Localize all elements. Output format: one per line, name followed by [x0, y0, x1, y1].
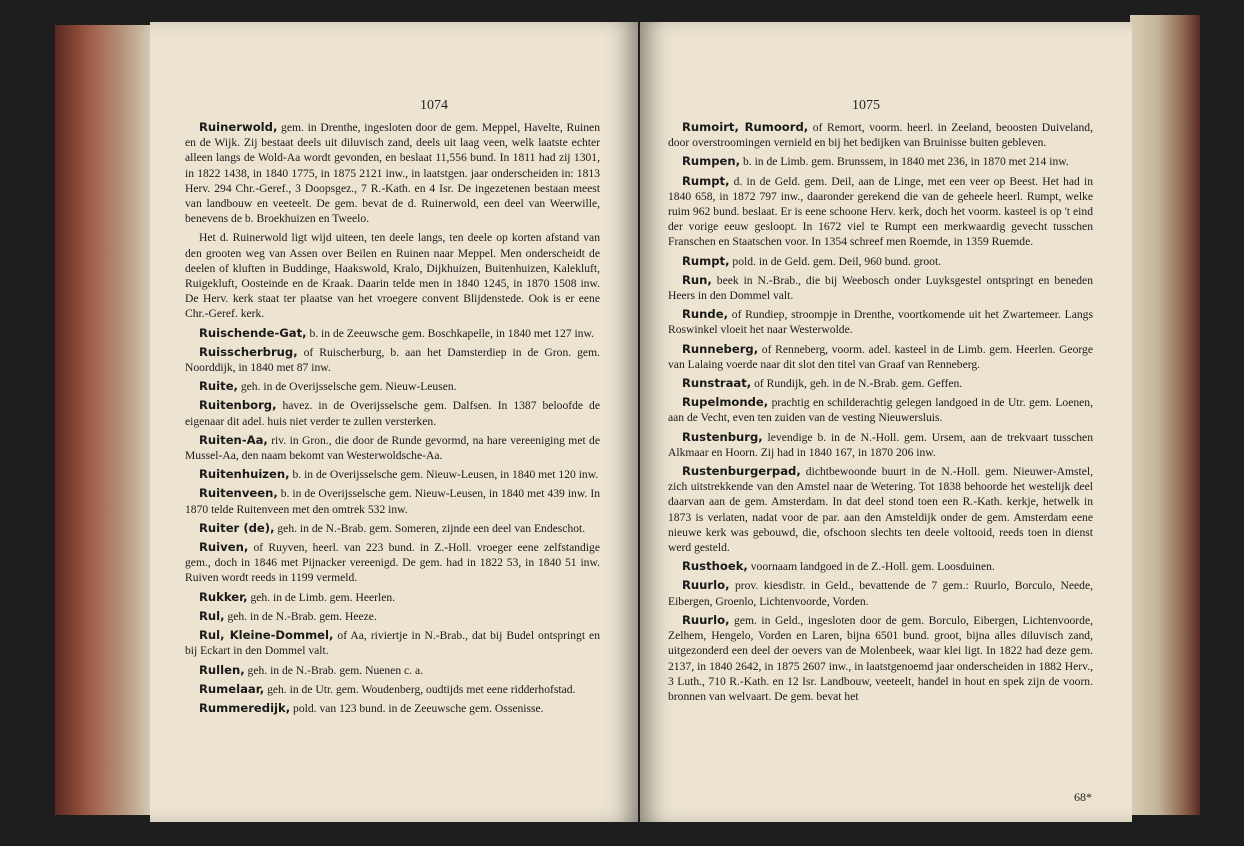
entry-text: of Rundiep, stroompje in Drenthe, voortkomende uit het Zwartemeer. Langs Roswinkel vloeit het naar Westerwolde. — [668, 308, 1093, 337]
entry-text: gem. in Geld., ingesloten door de gem. Borculo, Eibergen, Lichtenvoorde, Zelhem, Hengelo, Vorden en Laren, bijna 6501 bund. groot, bijna alles diluvisch zand, uitgezonderd een deel der oevers van de Molenbeek, waar klei ligt. In 1822 had deze gem. 2137, in 1840 2642, in 1875 2607 inw., in laatstgenoemd jaar onderscheiden in 1882 Herv., 3 Luth., 710 R.-Kath. en 12 Isr. Landbouw, veeteelt, handel in hout en spek zijn de voorn. bronnen van welvaart. De gem. bevat het — [668, 613, 1093, 703]
entry-text: of Ruyven, heerl. van 223 bund. in Z.-Holl. vroeger eene zelfstandige gem., doch in 1846 met Pijnacker vereenigd. De gem. had in 1822 53, in 1840 51 inw. Ruiven wordt reeds in 1199 vermeld. — [185, 541, 600, 585]
entry-text: dichtbewoonde buurt in de N.-Holl. gem. Nieuwer-Amstel, zich uitstrekkende van den Amstel naar de Wetering. Tot 1838 behoorde het westelijk deel daarvan aan de gem. Amsterdam. In dat deel stond toen een R.-Kath. kerkje, hetwelk in 1873 is verlaten, nadat voor de par. aan den Amsteldijk onder de gem. Amsterdam eene nieuwe kerk was gebouwd, die, ofschoon slechts ten deele voltooid, reeds toen in dienst werd gesteld. — [668, 465, 1093, 555]
entry-headword: Rullen, — [199, 662, 245, 677]
dictionary-entry — [185, 379, 600, 394]
book-edge-left — [55, 25, 150, 815]
entry-headword: Ruurlo, — [682, 612, 730, 627]
entry-text: of Renneberg, voorm. adel. kasteel in de Limb. gem. Heerlen. George van Lalaing voerde naar dit slot den titel van Graaf van Renneberg. — [668, 342, 1093, 371]
right-page — [640, 22, 1132, 822]
dictionary-entry — [668, 342, 1093, 372]
dictionary-entry — [668, 120, 1093, 150]
entry-headword: Ruite, — [199, 379, 238, 394]
book-edge-right — [1130, 15, 1200, 815]
entry-headword: Rumpen, — [682, 154, 741, 169]
left-page-text — [185, 120, 600, 720]
entry-headword: Run, — [682, 272, 712, 287]
entry-headword: Ruitenveen, — [199, 486, 278, 501]
entry-text: pold. in de Geld. gem. Deil, 960 bund. groot. — [729, 254, 942, 268]
entry-text: prachtig en schilderachtig gelegen landgoed in de Utr. gem. Loenen, aan de Vecht, even ten zuiden van de vesting Nieuwersluis. — [668, 396, 1093, 425]
entry-text: b. in de Limb. gem. Brunssem, in 1840 met 236, in 1870 met 214 inw. — [740, 155, 1069, 169]
entry-headword: Rusthoek, — [682, 559, 748, 574]
dictionary-entry — [185, 628, 600, 658]
entry-headword: Rummeredijk, — [199, 700, 291, 715]
entry-text: geh. in de Utr. gem. Woudenberg, oudtijds met eene ridderhofstad. — [264, 682, 576, 696]
right-page-text — [668, 120, 1093, 708]
dictionary-entry — [668, 430, 1093, 460]
dictionary-entry — [185, 701, 600, 716]
dictionary-entry — [668, 376, 1093, 391]
dictionary-entry — [668, 174, 1093, 250]
entry-headword: Rustenburg, — [682, 429, 763, 444]
entry-headword: Runde, — [682, 307, 729, 322]
signature-mark: 68* — [1074, 790, 1092, 804]
entry-headword: Ruinerwold, — [199, 120, 278, 134]
entry-text: geh. in de N.-Brab. gem. Heeze. — [224, 609, 377, 623]
entry-text: geh. in de Limb. gem. Heerlen. — [247, 590, 396, 604]
dictionary-entry — [668, 254, 1093, 269]
entry-text: of Rundijk, geh. in de N.-Brab. gem. Geffen. — [751, 377, 963, 391]
entry-headword: Rul, Kleine-Dommel, — [199, 628, 334, 643]
dictionary-entry — [185, 663, 600, 678]
dictionary-entry — [185, 682, 600, 697]
dictionary-entry — [185, 590, 600, 605]
entry-headword: Ruiven, — [199, 540, 249, 555]
entry-headword: Ruischende-Gat, — [199, 325, 307, 340]
entry-text: geh. in de N.-Brab. gem. Nuenen c. a. — [244, 663, 424, 677]
left-page — [150, 22, 638, 822]
left-page-number: 1074 — [420, 98, 448, 113]
dictionary-entry — [185, 326, 600, 341]
dictionary-entry — [668, 395, 1093, 425]
entry-text: prov. kiesdistr. in Geld., bevattende de 7 gem.: Ruurlo, Borculo, Neede, Eibergen, Groenlo, Lichtenvoorde, Vorden. — [668, 579, 1093, 608]
dictionary-entry — [668, 273, 1093, 303]
entry-headword: Runstraat, — [682, 376, 752, 391]
entry-text: d. in de Geld. gem. Deil, aan de Linge, met een veer op Beest. Het had in 1840 658, in 1872 797 inw., daaronder gerekend die van de geheele heerl. Rumpt, welke ruim 962 bund. beslaat. Er is eene schoone Herv. kerk, doch het voorm. kasteel is op 't eind der vorige eeuw gesloopt. In 1672 viel te Rumpt een merkwaardig gevecht tusschen Franschen en Staatschen voor. In 1354 schreef men Roemde, in 1359 Ruemde. — [668, 174, 1093, 249]
dictionary-entry — [185, 486, 600, 516]
dictionary-entry — [668, 464, 1093, 555]
entry-headword: Rupelmonde, — [682, 395, 769, 410]
entry-text: voornaam landgoed in de Z.-Holl. gem. Loosduinen. — [747, 560, 995, 574]
dictionary-entry — [185, 540, 600, 586]
entry-text: riv. in Gron., die door de Runde gevormd, na hare vereeniging met de Mussel-Aa, den naam bekomt van Westerwoldsche-Aa. — [185, 433, 600, 463]
dictionary-entry — [185, 467, 600, 482]
entry-headword: Ruitenborg, — [199, 398, 277, 413]
dictionary-entry — [185, 345, 600, 375]
entry-text: havez. in de Overijsselsche gem. Dalfsen. In 1387 beloofde de eigenaar dit adel. huis niet verder te zullen versterken. — [185, 399, 600, 428]
entry-headword: Ruiter (de), — [199, 520, 275, 535]
entry-headword: Rukker, — [199, 589, 248, 604]
entry-text: Het d. Ruinerwold ligt wijd uiteen, ten deele langs, ten deele op korten afstand van den grooten weg van Assen over Beilen en Ruinen naar Meppel. Men onderscheidt de deelen of kluften in Buddinge, Haakswold, Kralo, Dijkhuizen, Buitenhuizen, Kalekluft, Ruigekluft, Oosteinde en de Kraak. Daarin telde men in 1840 1245, in 1870 1508 inw. De Herv. kerk staat ter plaatse van het vroegere convent Blijdenstede. Ook is er eene Chr.-Geref. kerk. — [185, 231, 600, 321]
entry-headword: Rumelaar, — [199, 681, 265, 696]
dictionary-entry — [668, 578, 1093, 608]
entry-text: of Aa, riviertje in N.-Brab., dat bij Budel ontspringt en bij Eckart in den Dommel valt. — [185, 629, 600, 658]
entry-text: b. in de Overijsselsche gem. Nieuw-Leusen, in 1840 met 439 inw. In 1870 telde Ruitenveen met den omtrek 532 inw. — [185, 487, 600, 516]
entry-headword: Ruisscherbrug, — [199, 344, 298, 359]
entry-headword: Rumpt, — [682, 253, 730, 268]
dictionary-entry — [668, 559, 1093, 574]
entry-text: geh. in de N.-Brab. gem. Someren, zijnde een deel van Endeschot. — [274, 521, 586, 535]
dictionary-entry — [185, 609, 600, 624]
entry-headword: Ruitenhuizen, — [199, 467, 290, 482]
entry-text: beek in N.-Brab., die bij Weebosch onder Luyksgestel ontspringt en beneden Heers in den Dommel valt. — [668, 273, 1093, 303]
entry-headword: Ruurlo, — [682, 578, 730, 593]
dictionary-entry — [668, 307, 1093, 337]
entry-headword: Rumpt, — [682, 173, 730, 188]
dictionary-entry — [668, 154, 1093, 169]
entry-headword: Ruiten-Aa, — [199, 432, 268, 447]
entry-text: b. in de Overijsselsche gem. Nieuw-Leusen, in 1840 met 120 inw. — [289, 468, 599, 482]
dictionary-entry — [185, 521, 600, 536]
entry-text: levendige b. in de N.-Holl. gem. Ursem, aan de trekvaart tusschen Alkmaar en Hoorn. Zij had in 1840 167, in 1870 206 inw. — [668, 430, 1093, 459]
entry-text: pold. van 123 bund. in de Zeeuwsche gem. Ossenisse. — [290, 701, 544, 715]
dictionary-entry — [185, 433, 600, 463]
entry-text: b. in de Zeeuwsche gem. Boschkapelle, in 1840 met 127 inw. — [306, 326, 594, 340]
entry-headword: Rustenburgerpad, — [682, 464, 801, 479]
right-page-number: 1075 — [852, 98, 880, 113]
entry-text: gem. in Drenthe, ingesloten door de gem. Meppel, Havelte, Ruinen en de Wijk. Zij bestaat deels uit diluvisch zand, deels uit laag veen, welk laatste echter alleen langs de Wold-Aa wordt gevonden, en beslaat 11,556 bund. In 1811 had zij 1301, in 1822 1438, in 1840 1775, in 1875 2121 inw., in laatstgen. jaar onderscheiden in: 1813 Herv. 294 Chr.-Geref., 3 Doopsgez., 7 R.-Kath. en 4 Isr. De ingezetenen bestaan meest van landbouw en veeteelt. De gem. bevat de d. Ruinerwold, een deel van Weerwille, benevens de b. Broekhuizen en Tweelo. — [185, 121, 600, 226]
entry-text: of Remort, voorm. heerl. in Zeeland, beoosten Duiveland, door overstroomingen vernield en bij het bedijken van Bruinisse buiten gebleven. — [668, 121, 1094, 150]
entry-text: geh. in de Overijsselsche gem. Nieuw-Leusen. — [237, 380, 457, 394]
dictionary-entry — [668, 613, 1093, 704]
entry-headword: Rul, — [199, 608, 225, 623]
entry-text: of Ruischerburg, b. aan het Damsterdiep in de Gron. gem. Noorddijk, in 1840 met 87 inw. — [185, 345, 600, 375]
entry-headword: Runneberg, — [682, 341, 759, 356]
dictionary-entry — [185, 230, 600, 321]
dictionary-entry — [185, 120, 600, 226]
dictionary-entry — [185, 398, 600, 428]
entry-headword: Rumoirt, Rumoord, — [682, 120, 809, 134]
